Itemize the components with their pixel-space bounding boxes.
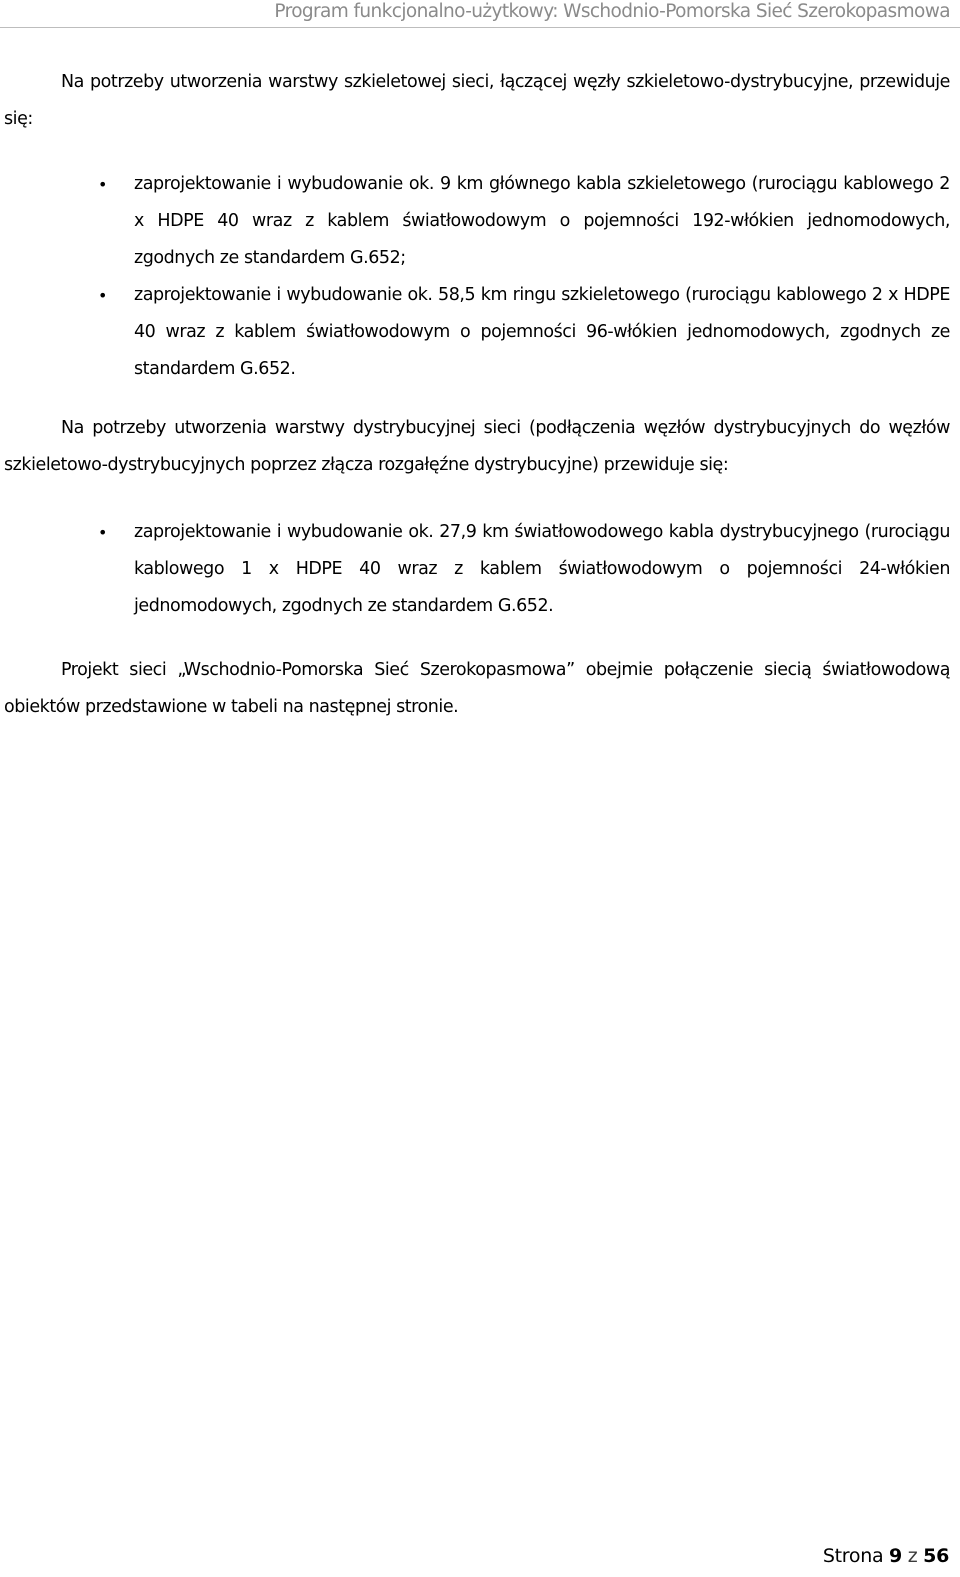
document-title: Program funkcjonalno-użytkowy: Wschodnio-Pomorska Sieć Szerokopasmowa	[274, 1, 950, 22]
paragraph-project-scope: Projekt sieci „Wschodnio-Pomorska Sieć Szerokopasmowa” obejmie połączenie siecią światłowodową obiektów przedstawione w tabeli na następnej stronie.	[4, 660, 950, 717]
page-number: 9	[889, 1545, 902, 1567]
page-label: Strona	[822, 1545, 884, 1567]
page-of-label: z	[907, 1545, 918, 1567]
bullet-icon: •	[98, 175, 107, 194]
page-total: 56	[923, 1545, 949, 1567]
page-footer	[823, 1545, 949, 1567]
page-header	[0, 0, 960, 28]
backbone-list	[4, 166, 950, 388]
distribution-list	[4, 514, 950, 625]
list-item	[4, 277, 950, 388]
bullet-icon: •	[98, 523, 107, 542]
bullet-icon: •	[98, 286, 107, 305]
list-item	[4, 166, 950, 277]
list-item-text: zaprojektowanie i wybudowanie ok. 58,5 km ringu szkieletowego (rurociągu kablowego 2 x HDPE 40 wraz z kablem światłowodowym o pojemności 96-włókien jednomodowych, zgodnych ze standardem G.652.	[134, 285, 950, 379]
paragraph-backbone-intro: Na potrzeby utworzenia warstwy szkieletowej sieci, łączącej węzły szkieletowo-dystrybucyjne, przewiduje się:	[4, 72, 950, 129]
list-item	[4, 514, 950, 625]
paragraph-distribution-intro: Na potrzeby utworzenia warstwy dystrybucyjnej sieci (podłączenia węzłów dystrybucyjnych do węzłów szkieletowo-dystrybucyjnych poprzez złącza rozgałęźne dystrybucyjne) przewiduje się:	[4, 418, 950, 475]
list-item-text: zaprojektowanie i wybudowanie ok. 27,9 km światłowodowego kabla dystrybucyjnego (rurociągu kablowego 1 x HDPE 40 wraz z kablem światłowodowym o pojemności 24-włókien jednomodowych, zgodnych ze standardem G.652.	[134, 522, 950, 616]
list-item-text: zaprojektowanie i wybudowanie ok. 9 km głównego kabla szkieletowego (rurociągu kablowego 2 x HDPE 40 wraz z kablem światłowodowym o pojemności 192-włókien jednomodowych, zgodnych ze standardem G.652;	[134, 174, 950, 268]
document-body	[4, 64, 950, 726]
